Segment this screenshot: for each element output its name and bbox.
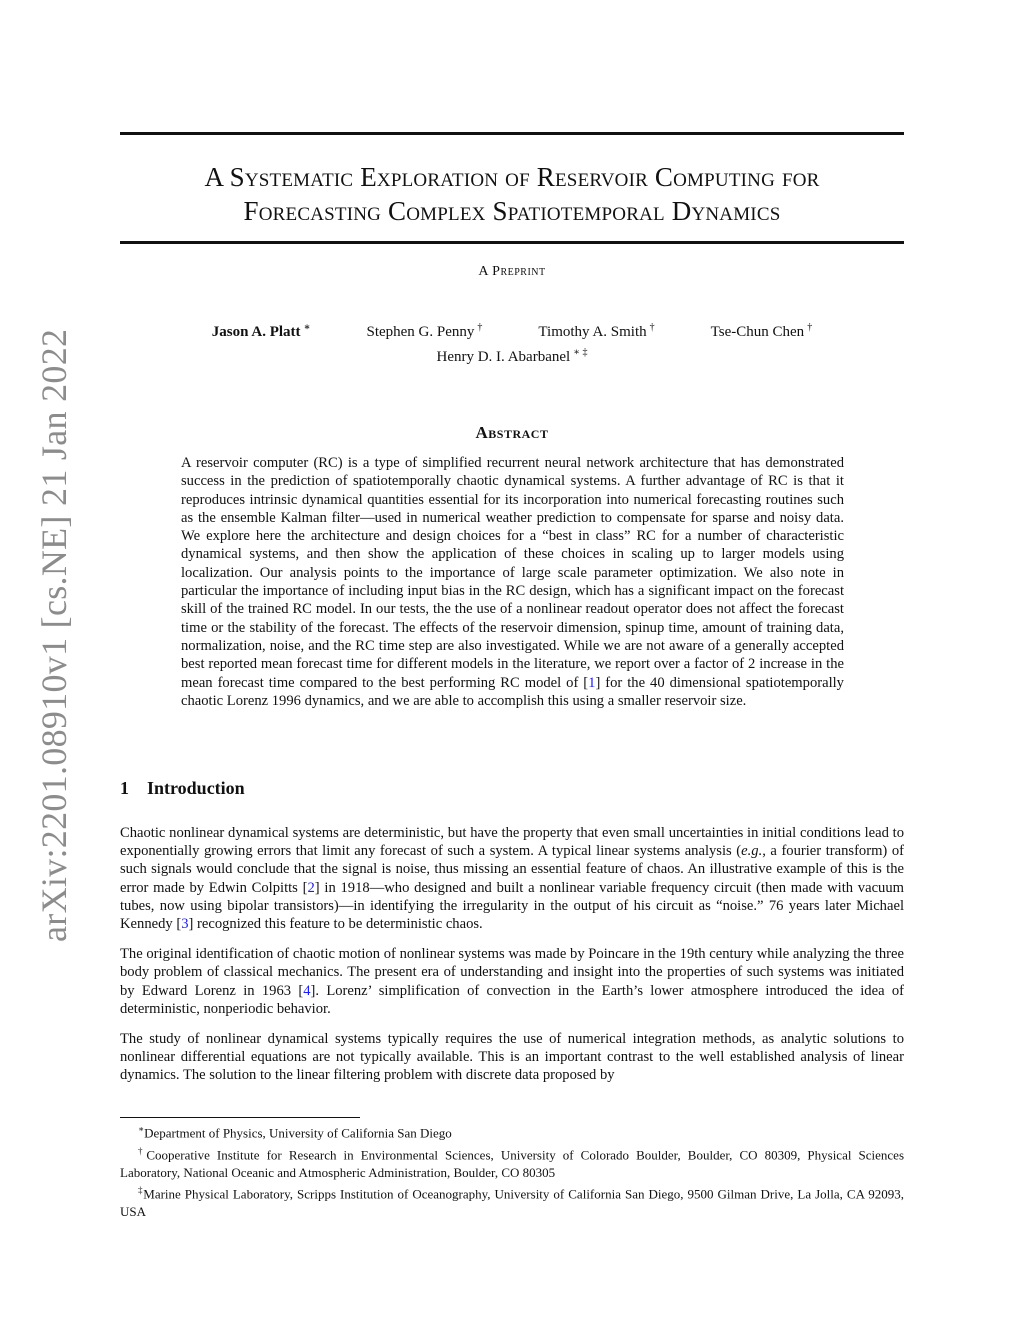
abstract-body	[181, 454, 844, 710]
author-name: Jason A. Platt	[211, 324, 301, 340]
paper-title	[110, 160, 914, 228]
footnote-mark: ∗	[138, 1124, 145, 1134]
author-2	[366, 318, 482, 342]
affiliation-marks: †	[477, 322, 483, 333]
text-run: ]. Lorenz’ simplification of convection in the Earth’s lower atmosphere introduced the idea of deterministic, nonperiodic behavior.	[120, 982, 904, 1017]
paper-title-line-2: Forecasting Complex Spatiotemporal Dynamics	[243, 196, 781, 226]
paragraph	[120, 945, 904, 1018]
section-heading	[120, 778, 245, 799]
emphasis-text: e.g.	[741, 843, 763, 860]
footnote-text: Department of Physics, University of California San Diego	[144, 1125, 452, 1141]
text-run: , a fourier transform) of such signals would conclude that the signal is noise, thus missing an essential feature of chaos. An illustrative example of this is the error made by Edwin Colpitts [	[120, 843, 904, 896]
section-title: Introduction	[147, 778, 245, 798]
author-5	[436, 343, 587, 367]
paragraph	[120, 1030, 904, 1085]
title-bottom-rule	[120, 241, 904, 244]
author-1	[212, 318, 311, 342]
author-name: Tse-Chun Chen	[710, 324, 805, 340]
text-run: The original identification of chaotic motion of nonlinear systems was made by Poincare in the 19th century while analyzing the three body problem of classical mechanics. The present era of understanding and insight into the properties of such systems was initiated by Edward Lorenz in 1963 [	[120, 946, 904, 999]
footnote-mark: ‡	[138, 1185, 144, 1196]
citation-link[interactable]: 1	[588, 674, 596, 691]
citation-link[interactable]: 2	[307, 879, 315, 896]
footnote-divider	[120, 1117, 360, 1118]
author-name: Stephen G. Penny	[366, 324, 475, 340]
footnote	[120, 1182, 904, 1220]
preprint-label: A Preprint	[478, 264, 546, 279]
introduction-body	[120, 824, 904, 1097]
author-name: Timothy A. Smith	[538, 324, 647, 340]
author-4	[711, 318, 813, 342]
affiliation-marks: †	[649, 322, 655, 333]
affiliation-marks: ∗ ‡	[573, 347, 588, 358]
author-list	[0, 318, 1024, 367]
title-top-rule	[120, 132, 904, 135]
citation-link[interactable]: 3	[181, 916, 189, 933]
author-row-1	[0, 318, 1024, 342]
affiliation-marks: †	[807, 322, 813, 333]
affiliation-marks: ∗	[303, 322, 311, 333]
paragraph	[120, 824, 904, 933]
abstract-text: A reservoir computer (RC) is a type of simplified recurrent neural network architecture that has demonstrated success in the prediction of spatiotemporally chaotic dynamical systems. A further advantage of RC is that it reproduces intrinsic dynamical quantities essential for its incorporation into numerical forecasting routines such as the ensemble Kalman filter—used in numerical weather prediction to compensate for sparse and noisy data. We explore here the architecture and design choices for a “best in class” RC for a number of characteristic dynamical systems, and then show the application of these choices in scaling up to larger models using localization. Our analysis points to the importance of large scale parameter optimization. We also note in particular the importance of including input bias in the RC design, which has a significant impact on the forecast skill of the trained RC model. In our tests, the the use of a nonlinear readout operator does not affect the forecast time or the stability of the forecast. The effects of the reservoir dimension, spinup time, amount of training data, normalization, noise, and the RC time step are also investigated. While we are not aware of a generally accepted best reported mean forecast time for different models in the literature, we report over a factor of 2 increase in the mean forecast time compared to the best performing RC model of [	[181, 455, 844, 691]
abstract-text: ] for the 40 dimensional spatiotemporally chaotic Lorenz 1996 dynamics, and we are able to accomplish this using a smaller reservoir size.	[181, 674, 844, 709]
paper-title-line-1: A Systematic Exploration of Reservoir Computing for	[204, 162, 820, 192]
text-run: The study of nonlinear dynamical systems typically requires the use of numerical integration methods, as analytic solutions to nonlinear differential equations are not typically available. This is an important contrast to the well established analysis of linear dynamics. The solution to the linear filtering problem with discrete data proposed by	[120, 1031, 904, 1084]
footnote-mark: †	[138, 1145, 147, 1156]
abstract-heading: Abstract	[475, 423, 549, 442]
text-run: ] recognized this feature to be deterministic chaos.	[188, 916, 483, 933]
footnote	[120, 1121, 904, 1142]
section-number: 1	[120, 778, 129, 798]
arxiv-identifier-stamp: arXiv:2201.08910v1 [cs.NE] 21 Jan 2022	[34, 328, 74, 942]
footnote-text: Marine Physical Laboratory, Scripps Institution of Oceanography, University of California San Diego, 9500 Gilman Drive, La Jolla, CA 92093, USA	[120, 1186, 904, 1219]
author-name: Henry D. I. Abarbanel	[436, 349, 571, 365]
author-3	[538, 318, 654, 342]
citation-link[interactable]: 4	[303, 982, 311, 999]
footnote	[120, 1143, 904, 1181]
text-run: Chaotic nonlinear dynamical systems are deterministic, but have the property that even small uncertainties in initial conditions lead to exponentially growing errors that limit any forecast of such a system. A typical linear systems analysis (	[120, 825, 904, 860]
footnotes	[120, 1121, 904, 1221]
footnote-text: Cooperative Institute for Research in Environmental Sciences, University of Colorado Boulder, Boulder, CO 80309, Physical Sciences Laboratory, National Oceanic and Atmospheric Administration, Boulder, CO 80305	[120, 1147, 905, 1180]
author-row-2	[0, 343, 1024, 367]
text-run: ] in 1918—who designed and built a nonlinear variable frequency circuit (then made with vacuum tubes, now using bipolar transistors)—in identifying the irregularity in the output of his circuit as “noise.” 76 years later Michael Kennedy [	[120, 879, 905, 933]
